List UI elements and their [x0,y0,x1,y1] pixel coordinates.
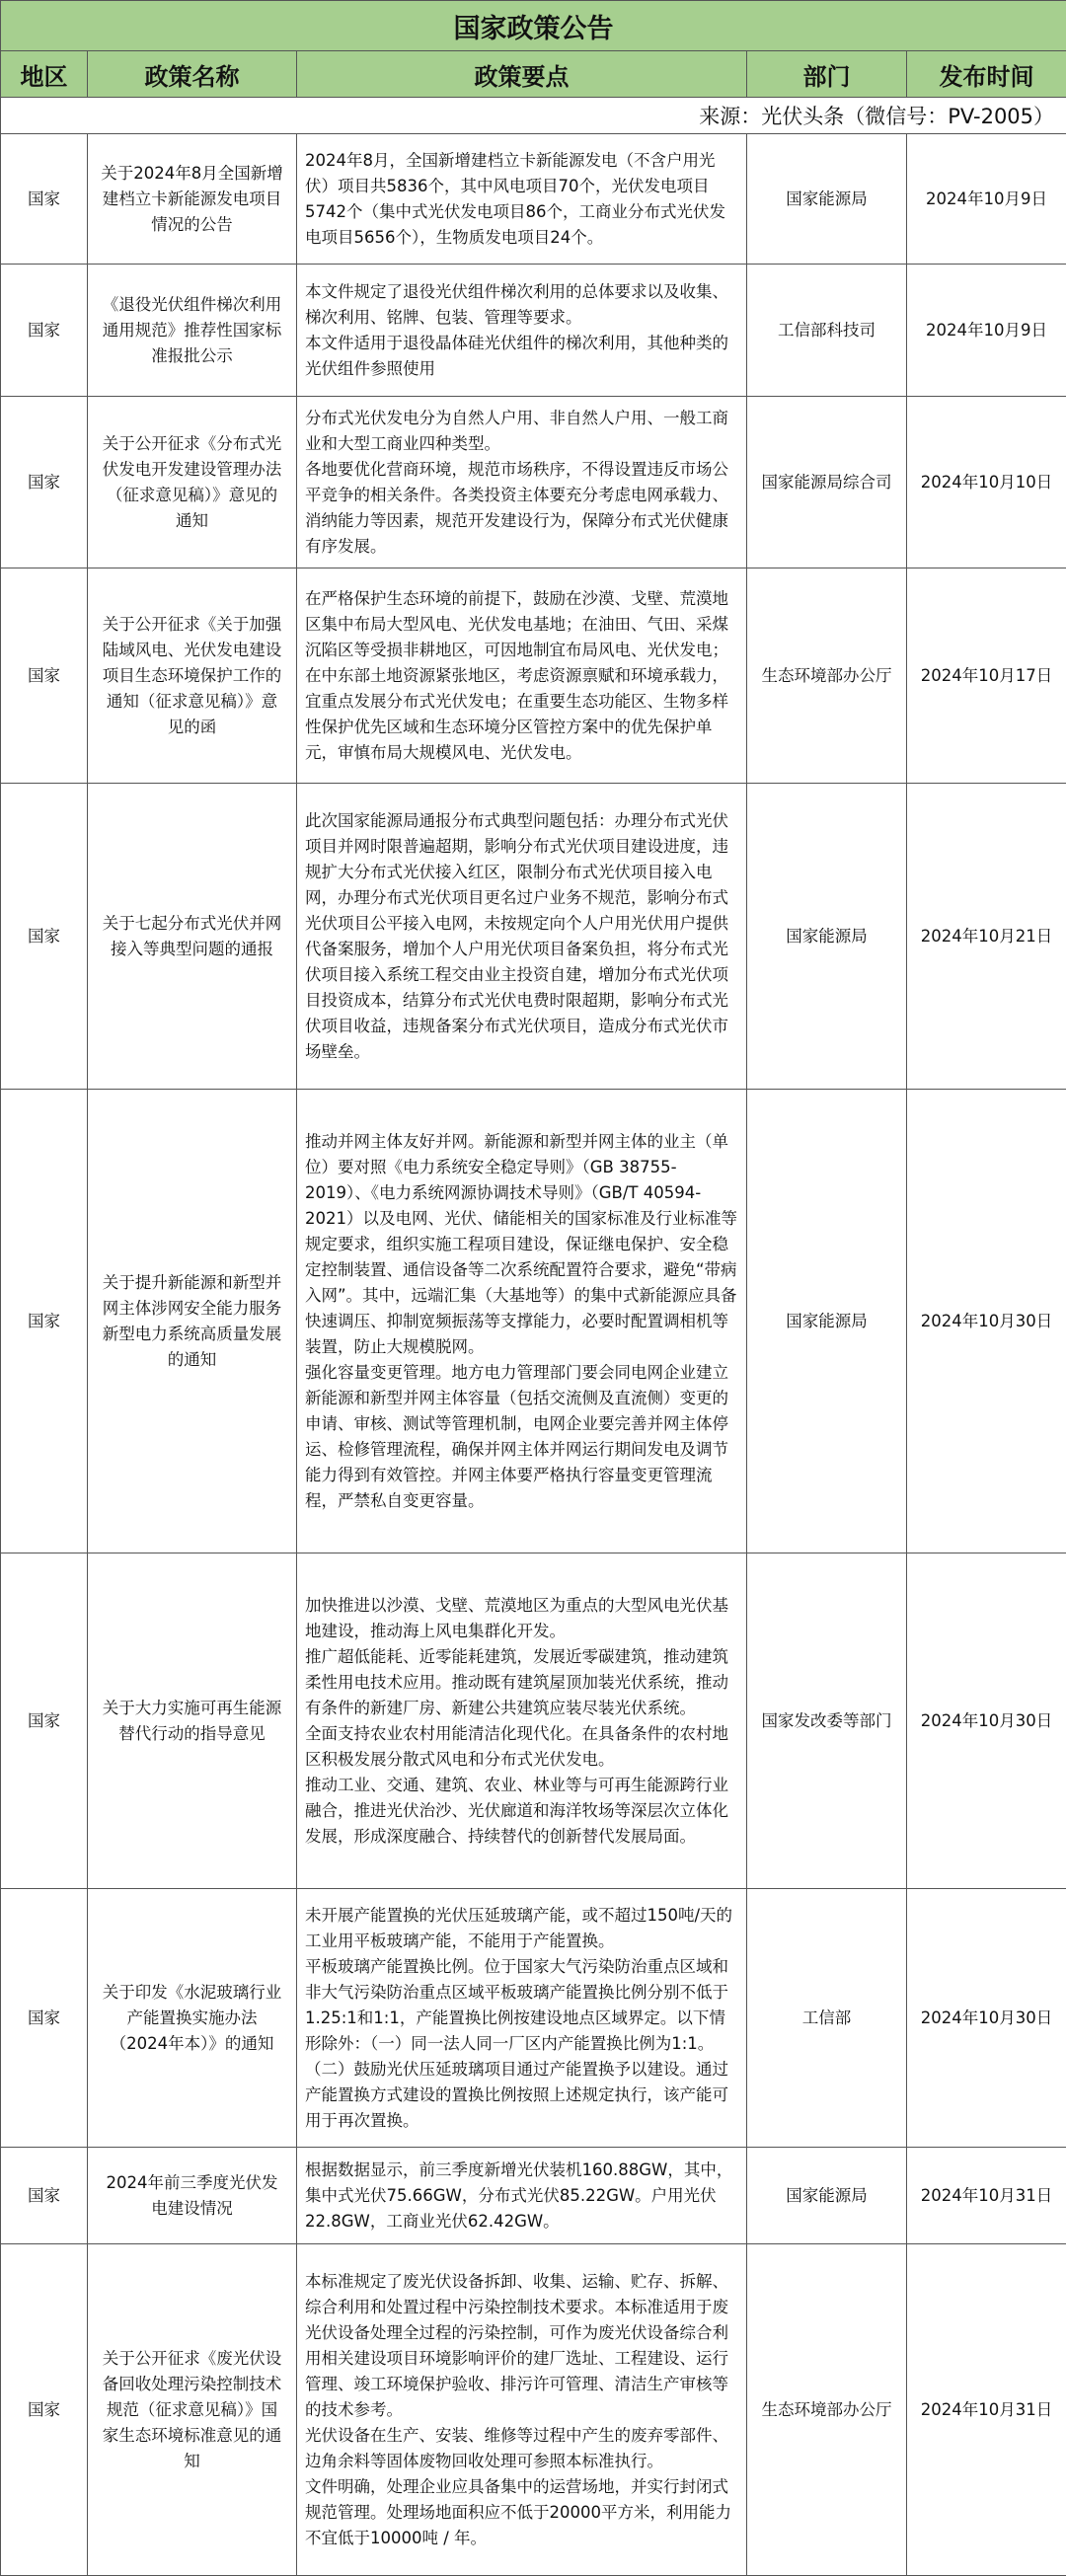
department-cell: 国家能源局 [747,134,907,265]
policy-point: 本标准规定了废光伏设备拆卸、收集、运输、贮存、拆解、综合利用和处置过程中污染控制技术要求。本标准适用于废光伏设备处理全过程的污染控制，可作为废光伏设备综合利用相关建设项目环境影响评价的建厂选址、工程建设、运行管理、竣工环境保护验收、排污许可管理、清洁生产审核等的技术参考。 [305,2271,728,2419]
region-cell: 国家 [1,1553,88,1889]
policy-name-cell: 关于大力实施可再生能源替代行动的指导意见 [88,1553,297,1889]
department-cell: 国家发改委等部门 [747,1553,907,1889]
policy-point: 分布式光伏发电分为自然人户用、非自然人户用、一般工商业和大型工商业四种类型。 [305,408,728,453]
policy-name-cell: 关于公开征求《废光伏设备回收处理污染控制技术规范（征求意见稿）》国家生态环境标准意见的通知 [88,2244,297,2576]
publish-date-cell: 2024年10月9日 [907,134,1066,265]
department-cell: 工信部 [747,1889,907,2148]
source-row [1,98,1066,134]
table-row [1,1889,1066,2148]
policy-points-cell [297,2244,747,2576]
publish-date-cell: 2024年10月21日 [907,784,1066,1090]
region-cell: 国家 [1,397,88,568]
publish-date-cell: 2024年10月9日 [907,265,1066,397]
policy-name-cell: 2024年前三季度光伏发电建设情况 [88,2148,297,2244]
policy-point: 平板玻璃产能置换比例。位于国家大气污染防治重点区域和非大气污染防治重点区域平板玻璃产能置换比例分别不低于1.25:1和1:1，产能置换比例按建设地点区域界定。以下情形除外：（一）同一法人同一厂区内产能置换比例为1:1。（二）鼓励光伏压延玻璃项目通过产能置换予以建设。通过产能置换方式建设的置换比例按照上述规定执行，该产能可用于再次置换。 [305,1956,728,2130]
region-cell: 国家 [1,265,88,397]
policy-points-cell [297,1889,747,2148]
table-row [1,134,1066,265]
source-note: 来源：光伏头条（微信号：PV-2005） [1,98,1066,134]
region-cell: 国家 [1,784,88,1090]
publish-date-cell: 2024年10月30日 [907,1553,1066,1889]
region-cell: 国家 [1,134,88,265]
publish-date-cell: 2024年10月10日 [907,397,1066,568]
header-department: 部门 [747,51,907,98]
region-cell: 国家 [1,1889,88,2148]
policy-name-cell: 关于印发《水泥玻璃行业产能置换实施办法（2024年本）》的通知 [88,1889,297,2148]
policy-points-cell [297,1553,747,1889]
department-cell: 生态环境部办公厅 [747,568,907,784]
policy-point: 加快推进以沙漠、戈壁、荒漠地区为重点的大型风电光伏基地建设，推动海上风电集群化开发。 [305,1595,728,1640]
policy-points-cell [297,265,747,397]
table-row [1,568,1066,784]
department-cell: 生态环境部办公厅 [747,2244,907,2576]
region-cell: 国家 [1,2244,88,2576]
table-title: 国家政策公告 [1,1,1066,51]
region-cell: 国家 [1,568,88,784]
policy-points-cell [297,1090,747,1553]
department-cell: 国家能源局 [747,2148,907,2244]
title-row [1,1,1066,51]
publish-date-cell: 2024年10月31日 [907,2148,1066,2244]
publish-date-cell: 2024年10月31日 [907,2244,1066,2576]
publish-date-cell: 2024年10月30日 [907,1090,1066,1553]
table-row [1,2148,1066,2244]
policy-name-cell: 关于七起分布式光伏并网接入等典型问题的通报 [88,784,297,1090]
header-region: 地区 [1,51,88,98]
publish-date-cell: 2024年10月30日 [907,1889,1066,2148]
policy-points-cell [297,568,747,784]
policy-name-cell: 关于公开征求《关于加强陆域风电、光伏发电建设项目生态环境保护工作的通知（征求意见稿）》意见的函 [88,568,297,784]
policy-name-cell: 关于提升新能源和新型并网主体涉网安全能力服务新型电力系统高质量发展的通知 [88,1090,297,1553]
department-cell: 工信部科技司 [747,265,907,397]
table-body [1,134,1066,2576]
department-cell: 国家能源局 [747,1090,907,1553]
policy-name-cell: 关于2024年8月全国新增建档立卡新能源发电项目情况的公告 [88,134,297,265]
table-row [1,1090,1066,1553]
publish-date-cell: 2024年10月17日 [907,568,1066,784]
table-row [1,1553,1066,1889]
table-row [1,784,1066,1090]
policy-point: 2024年8月，全国新增建档立卡新能源发电（不含户用光伏）项目共5836个，其中风电项目70个，光伏发电项目5742个（集中式光伏发电项目86个，工商业分布式光伏发电项目5656个），生物质发电项目24个。 [305,150,725,247]
policy-point: 此次国家能源局通报分布式典型问题包括：办理分布式光伏项目并网时限普遍超期，影响分布式光伏项目建设进度，违规扩大分布式光伏接入红区，限制分布式光伏项目接入电网，办理分布式光伏项目更名过户业务不规范，影响分布式光伏项目公平接入电网，未按规定向个人户用光伏用户提供代备案服务，增加个人户用光伏项目备案负担，将分布式光伏项目接入系统工程交由业主投资自建，增加分布式光伏项目投资成本，结算分布式光伏电费时限超期，影响分布式光伏项目收益，违规备案分布式光伏项目，造成分布式光伏市场壁垒。 [305,810,728,1061]
policy-name-cell: 关于公开征求《分布式光伏发电开发建设管理办法（征求意见稿）》意见的通知 [88,397,297,568]
region-cell: 国家 [1,1090,88,1553]
header-publish-date: 发布时间 [907,51,1066,98]
policy-point: 光伏设备在生产、安装、维修等过程中产生的废弃零部件、边角余料等固体废物回收处理可参照本标准执行。 [305,2425,728,2470]
region-cell: 国家 [1,2148,88,2244]
department-cell: 国家能源局综合司 [747,397,907,568]
header-row [1,51,1066,98]
policy-point: 全面支持农业农村用能清洁化现代化。在具备条件的农村地区积极发展分散式风电和分布式光伏发电。 [305,1723,728,1769]
policy-point: 本文件规定了退役光伏组件梯次利用的总体要求以及收集、梯次利用、铭牌、包装、管理等要求。 [305,281,728,327]
policy-point: 在严格保护生态环境的前提下，鼓励在沙漠、戈壁、荒漠地区集中布局大型风电、光伏发电基地；在油田、气田、采煤沉陷区等受损非耕地区，可因地制宜布局风电、光伏发电；在中东部土地资源紧张地区，考虑资源禀赋和环境承载力，宜重点发展分布式光伏发电；在重要生态功能区、生物多样性保护优先区域和生态环境分区管控方案中的优先保护单元，审慎布局大规模风电、光伏发电。 [305,588,728,762]
policy-point: 各地要优化营商环境，规范市场秩序，不得设置违反市场公平竞争的相关条件。各类投资主体要充分考虑电网承载力、消纳能力等因素，规范开发建设行为，保障分布式光伏健康有序发展。 [305,459,728,556]
policy-points-cell [297,134,747,265]
table-row [1,2244,1066,2576]
policy-point: 根据数据显示，前三季度新增光伏装机160.88GW，其中，集中式光伏75.66GW，分布式光伏85.22GW。户用光伏22.8GW，工商业光伏62.42GW。 [305,2159,733,2231]
policy-point: 推广超低能耗、近零能耗建筑，发展近零碳建筑，推动建筑柔性用电技术应用。推动既有建筑屋顶加装光伏系统，推动有条件的新建厂房、新建公共建筑应装尽装光伏系统。 [305,1646,728,1717]
table-row [1,397,1066,568]
policy-point: 本文件适用于退役晶体硅光伏组件的梯次利用，其他种类的光伏组件参照使用 [305,333,728,378]
policy-point: 未开展产能置换的光伏压延玻璃产能，或不超过150吨/天的工业用平板玻璃产能，不能用于产能置换。 [305,1905,733,1950]
policy-point: 推动工业、交通、建筑、农业、林业等与可再生能源跨行业融合，推进光伏治沙、光伏廊道和海洋牧场等深层次立体化发展，形成深度融合、持续替代的创新替代发展局面。 [305,1775,728,1846]
policy-points-cell [297,397,747,568]
department-cell: 国家能源局 [747,784,907,1090]
policy-point: 推动并网主体友好并网。新能源和新型并网主体的业主（单位）要对照《电力系统安全稳定导则》（GB 38755-2019）、《电力系统网源协调技术导则》（GB/T 40594-2021）以及电网、光伏、储能相关的国家标准及行业标准等规定要求，组织实施工程项目建设，保证继电保护、安全稳定控制装置、通信设备等二次系统配置符合要求，避免“带病入网”。其中，远端汇集（大基地等）的集中式新能源应具备快速调压、抑制宽频振荡等支撑能力，必要时配置调相机等装置，防止大规模脱网。 [305,1131,737,1356]
policy-point: 强化容量变更管理。地方电力管理部门要会同电网企业建立新能源和新型并网主体容量（包括交流侧及直流侧）变更的申请、审核、测试等管理机制，电网企业要完善并网主体停运、检修管理流程，确保并网主体并网运行期间发电及调节能力得到有效管控。并网主体要严格执行容量变更管理流程，严禁私自变更容量。 [305,1362,728,1510]
policy-points-cell [297,2148,747,2244]
table-row [1,265,1066,397]
header-policy-name: 政策名称 [88,51,297,98]
header-policy-points: 政策要点 [297,51,747,98]
policy-point: 文件明确，处理企业应具备集中的运营场地，并实行封闭式规范管理。处理场地面积应不低于20000平方米，利用能力不宜低于10000吨 / 年。 [305,2476,731,2547]
policy-name-cell: 《退役光伏组件梯次利用通用规范》推荐性国家标准报批公示 [88,265,297,397]
policy-points-cell [297,784,747,1090]
